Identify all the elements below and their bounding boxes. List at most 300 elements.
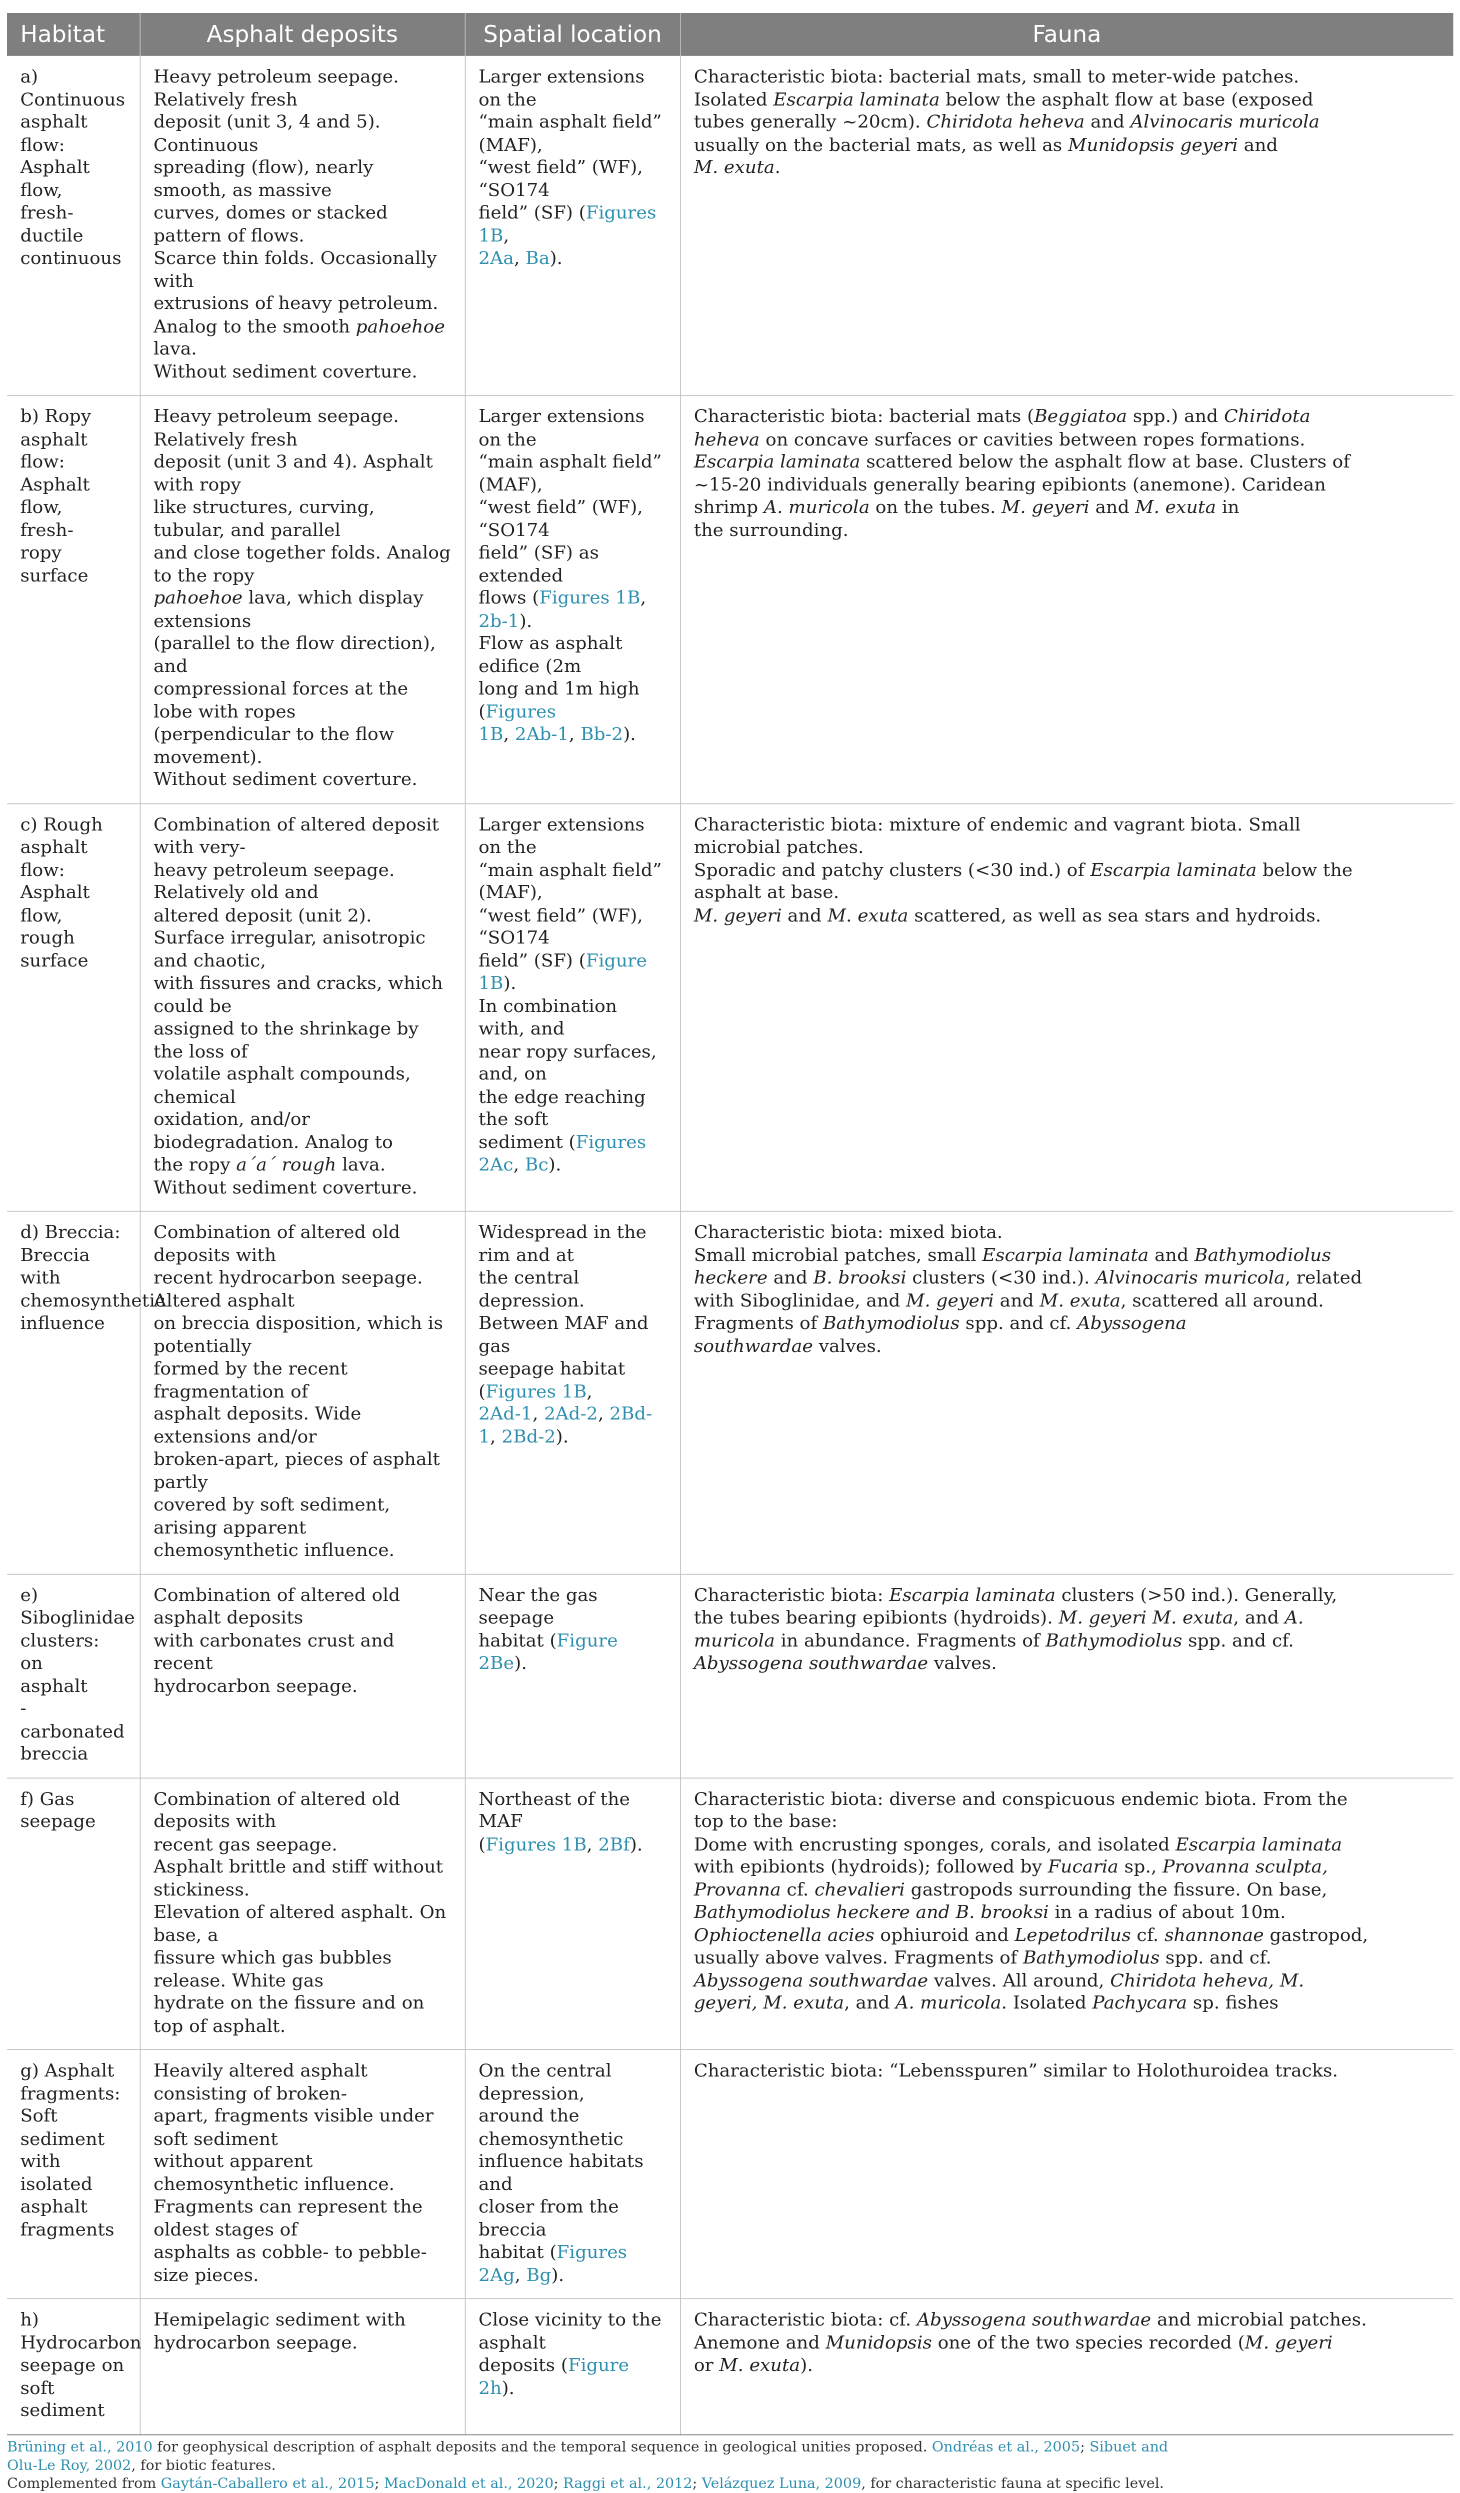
text-run: valves. <box>928 1653 997 1674</box>
cell-line <box>478 995 666 1040</box>
text-run: Larger extensions on the <box>478 814 645 858</box>
habitat-line: clusters: on <box>20 1630 100 1674</box>
text-run: ; <box>374 2475 384 2492</box>
cell-line <box>153 1584 451 1629</box>
text-run: on concave surfaces or cavities between ropes formations. <box>759 429 1306 450</box>
text-run: Characteristic biota: bacterial mats ( <box>693 406 1035 428</box>
text-run: , related <box>1284 1267 1363 1289</box>
text-run: hydrocarbon seepage. <box>153 1675 358 1697</box>
text-run: and <box>1089 497 1136 518</box>
cell-line <box>153 1177 451 1200</box>
table-row <box>7 1574 1453 1778</box>
italic-term: heheva <box>693 429 760 450</box>
italic-term: M. exuta <box>1039 1290 1121 1312</box>
spatial-location-cell <box>465 1574 680 1778</box>
text-run: field” (SF) ( <box>478 202 586 224</box>
table-row <box>7 56 1453 395</box>
text-run: Widespread in the rim and at <box>478 1222 647 1266</box>
text-run: and <box>993 1290 1040 1312</box>
italic-term: Escarpia laminata <box>773 89 940 110</box>
text-run: , <box>514 2264 527 2286</box>
cell-line <box>478 111 666 156</box>
text-run: Between MAF and gas <box>478 1313 649 1357</box>
reference-link[interactable]: Gaytán-Caballero et al., 2015 <box>160 2475 375 2492</box>
habitat-line: c) Rough <box>20 814 103 836</box>
text-run: Asphalt brittle and stiff without stickiness. <box>153 1856 444 1901</box>
text-run: Larger extensions on the <box>478 406 645 450</box>
cell-line <box>694 2060 1440 2083</box>
text-run: one of the two species recorded ( <box>931 2332 1245 2354</box>
habitat-line: fresh- <box>20 202 74 224</box>
text-run: spreading (flow), nearly smooth, as massive <box>153 157 374 201</box>
text-run: spp.) and <box>1127 406 1224 428</box>
habitat-line: continuous <box>20 248 122 269</box>
text-run: , scattered all around. <box>1120 1290 1324 1312</box>
cell-line <box>478 1403 666 1448</box>
text-run: chemosynthetic influence. <box>153 1540 395 1561</box>
cell-line <box>153 406 451 451</box>
cell-line <box>478 2151 666 2196</box>
text-run: influence habitats and <box>478 2151 644 2195</box>
italic-term: Provanna sculpta, <box>1162 1856 1328 1878</box>
reference-link[interactable]: 2b-1 <box>478 610 520 632</box>
text-run: Scarce thin folds. Occasionally with <box>153 248 437 292</box>
table-row <box>7 803 1453 1211</box>
cell-line <box>153 927 451 972</box>
cell-line <box>153 202 451 247</box>
text-run: asphalt at base. <box>693 882 840 904</box>
text-run: Characteristic biota: <box>693 1585 890 1606</box>
text-run: ). <box>548 1154 562 1176</box>
reference-link[interactable]: Figures 1B <box>485 1381 587 1402</box>
fauna-cell <box>680 395 1453 803</box>
cell-line <box>478 2060 666 2105</box>
fauna-cell <box>680 2299 1453 2435</box>
cell-line <box>694 1947 1440 1970</box>
text-run: field” (SF) ( <box>478 950 586 972</box>
habitat-line: sediment with <box>20 2128 105 2173</box>
text-run: ). <box>629 1834 643 1855</box>
habitat-line: influence <box>20 1313 105 1334</box>
cell-line <box>694 1811 1440 1834</box>
text-run: Analog to the smooth <box>153 316 356 337</box>
reference-link[interactable]: MacDonald et al., 2020 <box>383 2475 554 2492</box>
text-run: the surrounding. <box>693 519 849 541</box>
cell-line <box>694 66 1440 89</box>
habitat-line: b) Ropy asphalt <box>20 406 92 450</box>
cell-line <box>694 1312 1440 1335</box>
italic-term: M. exuta <box>693 157 775 178</box>
text-run: , <box>586 1834 599 1855</box>
cell-line <box>153 1222 451 1267</box>
cell-line <box>478 587 666 632</box>
cell-line <box>153 587 451 632</box>
cell-line <box>153 1267 451 1312</box>
habitat-line: Asphalt flow, <box>20 474 90 518</box>
cell-line <box>153 904 451 927</box>
habitat-cell <box>7 1574 140 1778</box>
text-run: gastropod, <box>1263 1924 1369 1946</box>
text-run: recent hydrocarbon seepage. Altered asphalt <box>153 1267 423 1312</box>
italic-term: M. geyeri <box>906 1290 994 1312</box>
italic-term: shannonae <box>1164 1924 1264 1946</box>
reference-link[interactable]: Raggi et al., 2012 <box>562 2475 693 2492</box>
text-run: cf. <box>780 1879 815 1901</box>
cell-line <box>694 2332 1440 2355</box>
text-run: Characteristic biota: diverse and conspicuous endemic biota. From the <box>693 1788 1348 1810</box>
italic-term: Bathymodiolus heckere and B. brooksi <box>693 1902 1049 1923</box>
reference-link[interactable]: Bb-2 <box>580 724 624 745</box>
italic-term: M. exuta <box>827 905 909 926</box>
reference-link[interactable]: Velázquez Luna, 2009 <box>701 2475 862 2492</box>
cell-line <box>694 1856 1440 1879</box>
cell-line <box>478 1222 666 1267</box>
cell-line <box>478 496 666 541</box>
italic-term: Bathymodiolus <box>1022 1947 1160 1969</box>
text-run: formed by the recent fragmentation of <box>153 1358 348 1402</box>
reference-link[interactable]: 2Aa <box>478 248 514 269</box>
cell-line <box>694 882 1440 905</box>
cell-line <box>478 1086 666 1131</box>
text-run: and <box>1148 1245 1195 1266</box>
header-asphalt-deposits: Asphalt deposits <box>140 13 465 56</box>
cell-line <box>478 66 666 111</box>
header-fauna: Fauna <box>680 13 1453 56</box>
text-run: Northeast of the MAF <box>478 1788 631 1833</box>
reference-link[interactable]: 2Ad-2 <box>543 1403 598 1425</box>
italic-term: Alvinocaris muricola <box>1130 112 1320 133</box>
text-run: extrusions of heavy petroleum. <box>153 293 439 315</box>
cell-line <box>153 361 451 384</box>
habitat-line: breccia <box>20 1743 89 1765</box>
italic-term: Escarpia laminata <box>982 1245 1149 1266</box>
text-run: top to the base: <box>693 1811 838 1833</box>
text-run: Small microbial patches, small <box>693 1245 983 1266</box>
text-run: , <box>490 1426 502 1448</box>
cell-line <box>694 134 1440 157</box>
cell-line <box>153 1403 451 1448</box>
text-run: lava. <box>336 1154 386 1176</box>
habitat-line: chemosynthetic <box>20 1290 166 1312</box>
cell-line <box>694 2354 1440 2377</box>
fauna-cell <box>680 2050 1453 2299</box>
cell-line <box>478 1131 666 1176</box>
text-run: below the <box>1256 859 1353 881</box>
reference-link[interactable]: 2Bd-1 <box>478 1403 653 1448</box>
text-run: “main asphalt field” (MAF), <box>478 859 662 904</box>
text-run: Combination of altered old asphalt deposits <box>153 1585 401 1629</box>
cell-line <box>153 972 451 1017</box>
italic-term: A. <box>1284 1607 1304 1629</box>
cell-line <box>694 474 1440 497</box>
text-run: “main asphalt field” (MAF), <box>478 451 662 496</box>
cell-line <box>478 859 666 904</box>
text-run: volatile asphalt compounds, chemical <box>153 1064 411 1108</box>
reference-link[interactable]: Bg <box>526 2264 552 2286</box>
cell-line <box>694 496 1440 519</box>
cell-line <box>478 814 666 859</box>
cell-line <box>694 1267 1440 1290</box>
text-run: ). <box>519 610 533 632</box>
reference-link[interactable]: 1B <box>478 724 504 745</box>
text-run: and microbial patches. <box>1151 2309 1367 2331</box>
cell-line <box>694 1788 1440 1811</box>
cell-line <box>478 451 666 496</box>
text-run: hydrate on the fissure and on top of asphalt. <box>153 1993 425 2037</box>
text-run: clusters (<30 ind.). <box>906 1267 1096 1289</box>
text-run: valves. All around, <box>928 1970 1111 1991</box>
habitat-line: fragments <box>20 2219 115 2241</box>
text-run: flows ( <box>478 588 540 609</box>
text-run: ophiuroid and <box>874 1924 1015 1946</box>
text-run: and <box>767 1267 814 1289</box>
text-run: Surface irregular, anisotropic and chaotic, <box>153 927 426 972</box>
cell-line <box>153 1856 451 1901</box>
text-run: Fragments of <box>693 1313 823 1334</box>
text-run: compressional forces at the lobe with ropes <box>153 678 409 723</box>
habitat-line: soft sediment <box>20 2377 105 2422</box>
reference-link[interactable]: 2Ab-1 <box>514 724 569 745</box>
text-run: on the tubes. <box>869 497 1002 518</box>
text-run: Heavy petroleum seepage. Relatively fresh <box>153 66 399 110</box>
reference-link[interactable]: Figures 1B <box>485 1834 587 1855</box>
habitat-cell <box>7 1778 140 2050</box>
text-run: Complemented from <box>7 2475 161 2492</box>
cell-line <box>153 293 451 316</box>
cell-line <box>478 2354 666 2399</box>
habitat-cell <box>7 2050 140 2299</box>
text-run: Characteristic biota: bacterial mats, small to meter-wide patches. <box>693 66 1300 88</box>
cell-line <box>153 451 451 496</box>
text-run: scattered, as well as sea stars and hydroids. <box>908 905 1322 926</box>
cell-line <box>153 1358 451 1403</box>
reference-link[interactable]: Figures <box>485 701 557 723</box>
reference-link[interactable]: Sibuet and Olu-Le Roy, 2002 <box>7 2438 1169 2474</box>
text-run: Combination of altered old deposits with <box>153 1788 401 1833</box>
spatial-location-cell <box>465 56 680 395</box>
text-run: sp. fishes <box>1187 1993 1279 2014</box>
text-run: “west field” (WF), “SO174 <box>478 157 643 201</box>
table-row <box>7 2050 1453 2299</box>
text-run: deposits ( <box>478 2355 568 2376</box>
cell-line <box>694 157 1440 180</box>
reference-link[interactable]: 2Bf <box>598 1834 630 1855</box>
habitat-cell <box>7 1211 166 1574</box>
text-run: Characteristic biota: mixed biota. <box>693 1222 1003 1244</box>
italic-term: Escarpia laminata <box>1090 859 1257 881</box>
reference-link[interactable]: Figures 2Ag <box>478 2242 628 2286</box>
italic-term: M. geyeri <box>1244 2332 1333 2354</box>
reference-link[interactable]: Figures 1B <box>539 588 641 609</box>
spatial-location-cell <box>465 2299 680 2435</box>
cell-line <box>478 2105 666 2150</box>
cell-line <box>694 836 1440 859</box>
cell-line <box>694 1335 1440 1358</box>
habitat-line: flow: <box>20 451 65 473</box>
habitat-line: isolated <box>20 2174 93 2195</box>
text-run: Sporadic and patchy clusters (<30 ind.) of <box>693 859 1091 881</box>
text-run: the tubes bearing epibionts (hydroids). <box>693 1607 1059 1629</box>
text-run: long and 1m high ( <box>478 678 640 723</box>
text-run: spp. and cf. <box>959 1313 1078 1334</box>
reference-link[interactable]: Figures 2Ac <box>478 1132 647 1176</box>
habitat-line: Asphalt flow, <box>20 157 90 201</box>
cell-line <box>153 859 451 904</box>
cell-line <box>153 1675 451 1698</box>
italic-term: M. geyeri <box>1001 497 1090 518</box>
text-run: Without sediment coverture. <box>153 361 418 383</box>
text-run: , <box>503 225 510 247</box>
text-run: altered deposit (unit 2). <box>153 905 372 926</box>
header-habitat: Habitat <box>7 13 140 56</box>
spatial-location-cell <box>465 1778 680 2050</box>
text-run: seepage habitat ( <box>478 1358 626 1402</box>
italic-term: Abyssogena southwardae <box>693 1653 929 1674</box>
text-run: Anemone and <box>693 2332 826 2354</box>
cell-line <box>153 157 451 202</box>
reference-link[interactable]: Figure 2h <box>478 2355 630 2399</box>
cell-line <box>478 202 666 247</box>
habitat-line: ductile <box>20 225 84 247</box>
text-run: Elevation of altered asphalt. On base, a <box>153 1902 447 1946</box>
asphalt-deposits-cell <box>140 803 465 1211</box>
italic-term: M. geyeri M. exuta <box>1058 1607 1234 1629</box>
italic-term: Bathymodiolus <box>1194 1245 1332 1266</box>
cell-line <box>478 1833 666 1856</box>
text-run: recent gas seepage. <box>153 1834 338 1855</box>
habitat-table <box>7 13 1453 2435</box>
fauna-cell <box>680 803 1453 1211</box>
italic-term: pahoehoe <box>355 316 445 337</box>
reference-link[interactable]: Figures 1B <box>478 202 657 247</box>
italic-term: Munidopsis geyeri <box>1068 134 1238 156</box>
italic-term: M. geyeri <box>693 905 782 926</box>
cell-line <box>478 1584 666 1629</box>
italic-term: B. brooksi <box>813 1267 907 1289</box>
cell-line <box>478 1358 666 1403</box>
cell-line <box>478 247 666 270</box>
text-run: tubes generally ~20cm). <box>693 112 927 133</box>
cell-line <box>153 1494 451 1539</box>
text-run: Without sediment coverture. <box>153 1177 418 1199</box>
asphalt-deposits-cell <box>140 1778 465 2050</box>
reference-link[interactable]: Figure 2Be <box>478 1630 618 1674</box>
text-run: , for biotic features. <box>131 2457 276 2474</box>
text-run: Combination of altered deposit with very- <box>153 814 440 858</box>
text-run: Larger extensions on the <box>478 66 645 110</box>
italic-term: geyeri, M. exuta <box>693 1993 845 2014</box>
text-run: ). <box>800 2355 813 2376</box>
habitat-line: Asphalt flow, <box>20 882 90 926</box>
cell-line <box>153 1630 451 1675</box>
reference-link[interactable]: 2Ad-1 <box>478 1403 533 1425</box>
spatial-location-cell <box>465 1211 680 1574</box>
cell-line <box>694 1244 1440 1267</box>
reference-link[interactable]: 2Bd-2 <box>501 1426 556 1448</box>
text-run: , <box>586 1381 593 1402</box>
text-run: Without sediment coverture. <box>153 769 418 791</box>
cell-line <box>153 633 451 678</box>
text-run: with Siboglinidae, and <box>693 1290 907 1312</box>
text-run: spp. and cf. <box>1182 1630 1294 1652</box>
cell-line <box>153 315 451 360</box>
text-run: habitat ( <box>478 1630 557 1652</box>
text-run: hydrocarbon seepage. <box>153 2332 358 2354</box>
text-run: ). <box>555 1426 569 1448</box>
cell-line <box>153 2105 451 2150</box>
spatial-location-cell <box>465 803 680 1211</box>
cell-line <box>478 1267 666 1312</box>
cell-line <box>694 904 1440 927</box>
italic-term: Lepetodrilus <box>1014 1924 1131 1946</box>
cell-line <box>153 1901 451 1946</box>
cell-line <box>153 1539 451 1562</box>
cell-line <box>694 1607 1440 1630</box>
text-run: and <box>1237 134 1278 156</box>
text-run: ). <box>623 724 636 745</box>
cell-line <box>478 1788 666 1833</box>
text-run: the ropy <box>153 1154 237 1176</box>
text-run: with epibionts (hydroids); followed by <box>693 1856 1048 1878</box>
text-run: ~15-20 individuals generally bearing epibionts (anemone). Caridean <box>693 474 1326 496</box>
text-run: , <box>568 724 581 745</box>
footnote-line <box>7 2474 1200 2492</box>
cell-line <box>478 542 666 587</box>
italic-term: Provanna <box>693 1879 781 1901</box>
italic-term: Ophioctenella acies <box>693 1924 875 1946</box>
text-run: deposit (unit 3 and 4). Asphalt with ropy <box>153 451 433 496</box>
reference-link[interactable]: Ba <box>525 248 550 269</box>
habitat-line: d) Breccia: <box>20 1222 121 1244</box>
habitat-line: rough surface <box>20 927 89 972</box>
italic-term: Bathymodiolus <box>822 1313 960 1334</box>
text-run: . <box>774 157 781 178</box>
reference-link[interactable]: Brüning et al., 2010 <box>7 2438 153 2456</box>
habitat-cell <box>7 2299 140 2435</box>
text-run: covered by soft sediment, arising apparent <box>153 1494 391 1539</box>
text-run: ; <box>1080 2438 1090 2456</box>
cell-line <box>153 1449 451 1494</box>
cell-line <box>694 1992 1440 2015</box>
habitat-line: ropy surface <box>20 542 89 586</box>
cell-line <box>694 1833 1440 1856</box>
reference-link[interactable]: Bc <box>524 1154 549 1176</box>
italic-term: Alvinocaris muricola <box>1095 1267 1285 1289</box>
text-run: “west field” (WF), “SO174 <box>478 905 643 949</box>
text-run: like structures, curving, tubular, and parallel <box>153 497 375 541</box>
cell-line <box>153 723 451 768</box>
reference-link[interactable]: Figure 1B <box>478 950 647 994</box>
italic-term: heckere <box>693 1267 768 1289</box>
cell-line <box>153 2309 451 2332</box>
cell-line <box>153 1154 451 1177</box>
text-run: ). <box>514 1653 527 1674</box>
cell-line <box>478 157 666 202</box>
cell-line <box>478 723 666 746</box>
table-body <box>7 56 1453 2434</box>
italic-term: Pachycara <box>1092 1993 1188 2014</box>
text-run: cf. <box>1130 1924 1165 1946</box>
asphalt-deposits-cell <box>140 1211 465 1574</box>
cell-line <box>478 1041 666 1086</box>
text-run: microbial patches. <box>693 837 864 858</box>
cell-line <box>694 2309 1440 2332</box>
text-run: asphalt deposits. Wide extensions and/or <box>153 1403 362 1448</box>
fauna-cell <box>680 1574 1453 1778</box>
text-run: in abundance. Fragments of <box>774 1630 1046 1652</box>
asphalt-deposits-cell <box>140 1574 465 1778</box>
reference-link[interactable]: Ondréas et al., 2005 <box>931 2438 1081 2456</box>
